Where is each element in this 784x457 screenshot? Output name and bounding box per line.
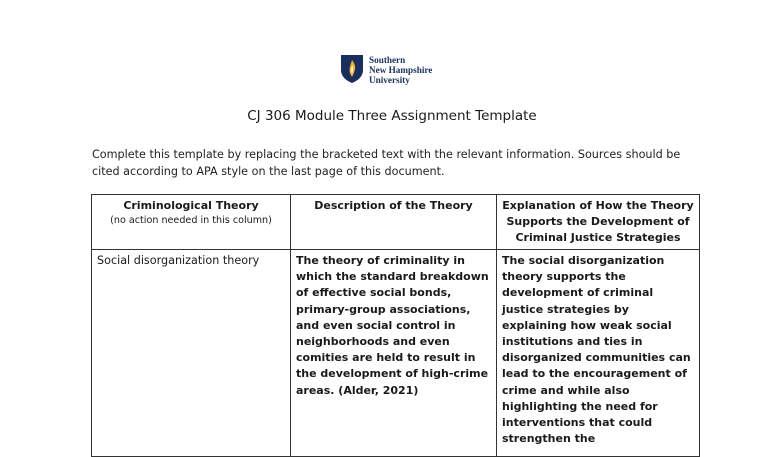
- assignment-table: [91, 194, 700, 457]
- snhu-shield-logo-icon: [340, 54, 364, 84]
- table-row: [92, 250, 700, 457]
- cell-theory[interactable]: Social disorganization theory: [92, 250, 291, 457]
- table-header-row: [92, 195, 700, 250]
- header-description: [291, 195, 497, 250]
- header-label: Description of the Theory: [314, 199, 473, 212]
- header-label: Criminological Theory: [123, 199, 259, 212]
- header-criminological-theory: [92, 195, 291, 250]
- snhu-wordmark: [369, 55, 432, 85]
- document-title: CJ 306 Module Three Assignment Template: [247, 108, 537, 124]
- header-explanation: [497, 195, 700, 250]
- cell-description[interactable]: The theory of criminality in which the standard breakdown of effective social bonds, primary-group associations, and even social control in neighborhoods and even comities are held to result in the development of high-crime areas. (Alder, 2021): [291, 250, 497, 457]
- logo-line-3: University: [369, 75, 410, 85]
- intro-paragraph: Complete this template by replacing the bracketed text with the relevant information. Sources should be cited according to APA style on the last page of this document.: [92, 148, 681, 178]
- logo-line-2: New Hampshire: [369, 65, 433, 75]
- header-label: Explanation of How the Theory Supports the Development of Criminal Justice Strategies: [502, 199, 694, 244]
- snhu-logo: [340, 54, 432, 85]
- cell-explanation[interactable]: The social disorganization theory supports the development of criminal justice strategies by explaining how weak social institutions and ties in disorganized communities can lead to the encouragement of crime and while also highlighting the need for interventions that could strengthen the: [497, 250, 700, 457]
- logo-line-1: Southern: [369, 55, 406, 65]
- header-sublabel: (no action needed in this column): [110, 215, 272, 226]
